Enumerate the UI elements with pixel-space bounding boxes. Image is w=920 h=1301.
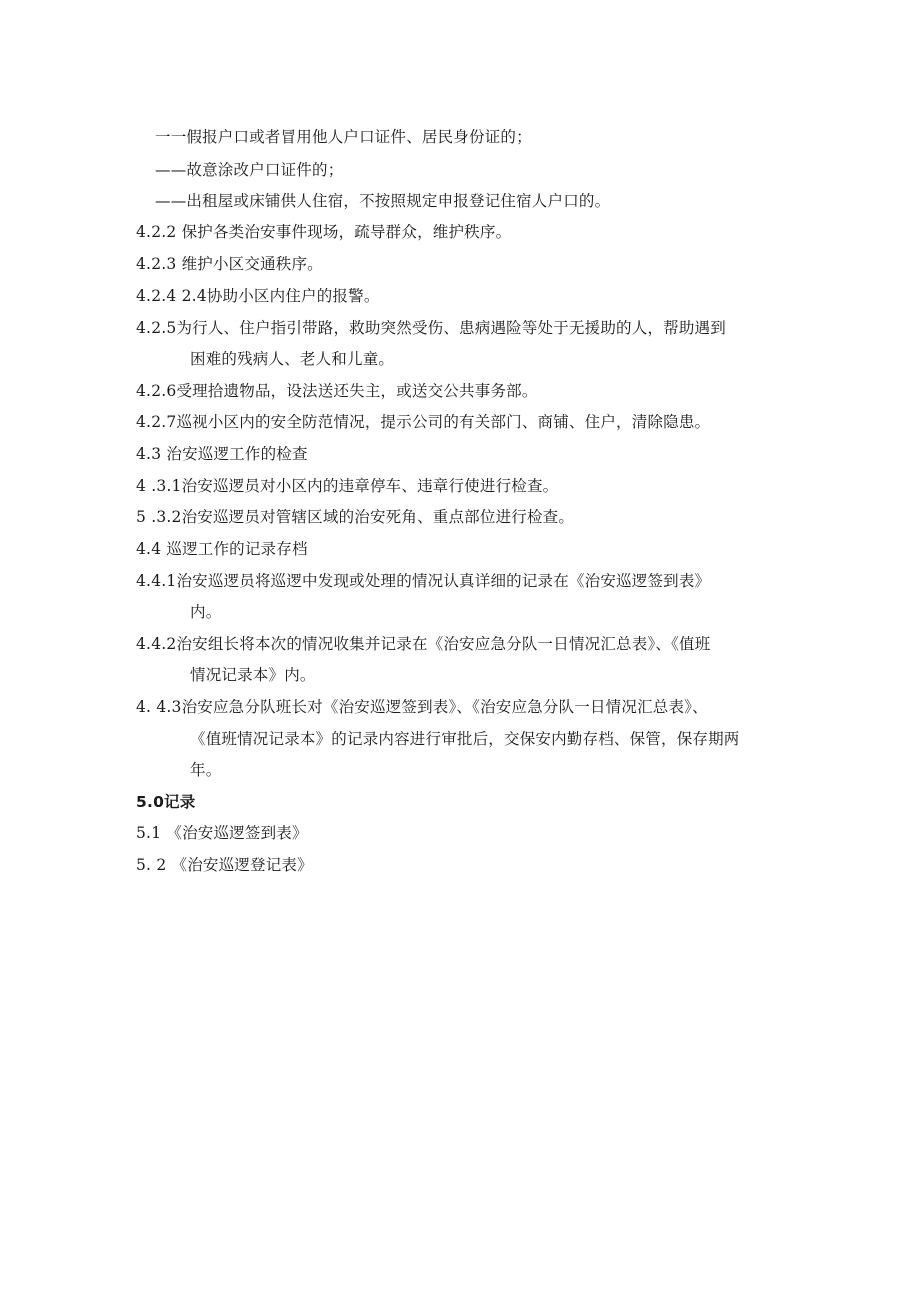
text-line-18: 情况记录本》内。 — [190, 666, 316, 684]
text-line-6: 4.2.4 2.4协助小区内住户的报警。 — [136, 287, 380, 305]
text-line-9: 4.2.6受理拾遗物品，设法送还失主，或送交公共事务部。 — [136, 382, 538, 400]
text-line-17: 4.4.2治安组长将本次的情况收集并记录在《治安应急分队一日情况汇总表》、《值班 — [136, 635, 711, 653]
text-line-4: 4.2.2 保护各类治安事件现场，疏导群众，维护秩序。 — [136, 223, 512, 241]
text-line-10: 4.2.7巡视小区内的安全防范情况，提示公司的有关部门、商铺、住户，清除隐患。 — [136, 413, 711, 431]
text-line-8: 困难的残病人、老人和儿童。 — [190, 350, 395, 368]
text-line-19: 4. 4.3治安应急分队班长对《治安巡逻签到表》、《治安应急分队一日情况汇总表》、 — [136, 698, 708, 716]
section-heading-4-3: 4.3 治安巡逻工作的检查 — [136, 445, 308, 463]
section-heading-5-0: 5.0记录 — [136, 793, 196, 811]
text-line-15: 4.4.1治安巡逻员将巡逻中发现或处理的情况认真详细的记录在《治安巡逻签到表》 — [136, 572, 711, 590]
record-item-5-2: 5. 2 《治安巡逻登记表》 — [136, 856, 313, 874]
text-line-5: 4.2.3 维护小区交通秩序。 — [136, 255, 323, 273]
text-line-7: 4.2.5为行人、住户指引带路，救助突然受伤、患病遇险等处于无援助的人，帮助遇到 — [136, 319, 726, 337]
section-heading-4-4: 4.4 巡逻工作的记录存档 — [136, 540, 308, 558]
text-line-21: 年。 — [190, 761, 222, 779]
record-item-5-1: 5.1 《治安巡逻签到表》 — [136, 824, 308, 842]
text-line-13: 5 .3.2治安巡逻员对管辖区域的治安死角、重点部位进行检查。 — [136, 508, 575, 526]
text-line-1: 一一假报户口或者冒用他人户口证件、居民身份证的； — [155, 128, 532, 146]
text-line-20: 《值班情况记录本》的记录内容进行审批后，交保安内勤存档、保管，保存期两 — [190, 730, 740, 748]
text-line-2: ——故意涂改户口证件的； — [155, 161, 344, 179]
text-line-12: 4 .3.1治安巡逻员对小区内的违章停车、违章行使进行检查。 — [136, 477, 559, 495]
text-line-3: ——出租屋或床铺供人住宿，不按照规定申报登记住宿人户口的。 — [155, 192, 611, 210]
text-line-16: 内。 — [190, 603, 222, 621]
